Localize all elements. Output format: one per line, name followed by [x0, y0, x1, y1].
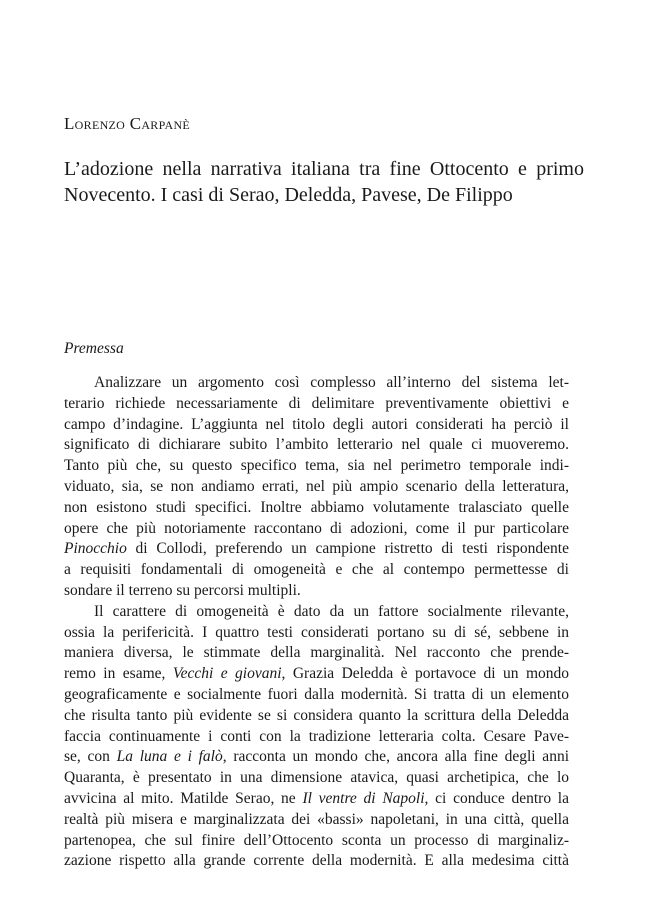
- text-line: realtà più misera e marginalizzata dei «bassi» napoletani, in una città, quella: [64, 810, 569, 828]
- text-line: a requisiti fondamentali di omogeneità e che al contempo permettesse di: [64, 561, 569, 579]
- text-segment: avvicina al mito. Matilde Serao, ne: [64, 789, 303, 807]
- chapter-title: [64, 156, 584, 208]
- text-line: geograficamente e socialmente fuori dalla modernità. Si tratta di un elemento: [64, 685, 569, 703]
- text-line: che risulta tanto più evidente se si considera quanto la scrittura della Deledda: [64, 706, 569, 724]
- text-line: Analizzare un argomento così complesso all’interno del sistema let-: [94, 374, 569, 391]
- work-title-pinocchio: Pinocchio: [64, 540, 127, 558]
- text-segment: ci conduce dentro la: [428, 789, 569, 807]
- body-text: [64, 373, 569, 872]
- work-title-il-ventre-di-napoli: Il ventre di Napoli,: [302, 789, 429, 807]
- text-line: Quaranta, è presentato in una dimensione atavica, quasi archetipica, che lo: [64, 769, 569, 787]
- text-line: partenopea, che sul finire dell’Ottocento sconta un processo di marginaliz-: [64, 831, 569, 849]
- text-line: maniera diversa, le stimmate della marginalità. Nel racconto che prende-: [64, 644, 569, 662]
- text-line: Tanto più che, su questo specifico tema, sia nel perimetro temporale indi-: [64, 457, 569, 475]
- text-line: non esistono studi specifici. Inoltre abbiamo volutamente tralasciato quelle: [64, 498, 569, 516]
- author-name: Lorenzo Carpanè: [64, 114, 191, 133]
- text-line: [64, 664, 569, 685]
- text-segment: remo in esame,: [64, 665, 173, 683]
- text-segment: , racconta un mondo che, ancora alla fine degli anni: [222, 748, 569, 766]
- text-line: [64, 789, 569, 810]
- text-line: ossia la perifericità. I quattro testi considerati portano su di sé, sebbene in: [64, 623, 569, 641]
- text-segment: di Collodi, preferendo un campione ristretto di testi rispondente: [126, 540, 569, 558]
- text-line: campo d’indagine. L’aggiunta nel titolo degli autori considerati ha perciò il: [64, 415, 569, 433]
- text-line: [64, 539, 569, 560]
- text-line: Il carattere di omogeneità è dato da un fattore socialmente rilevante,: [94, 602, 569, 620]
- text-line: [64, 747, 569, 768]
- text-line: zazione rispetto alla grande corrente della modernità. E alla medesima città: [64, 852, 569, 870]
- text-line: opere che più notoriamente raccontano di adozioni, come il pur particolare: [64, 519, 569, 537]
- section-heading: Premessa: [64, 340, 124, 357]
- text-line: significato di dichiarare subito l’ambito letterario nel quale ci muoveremo.: [64, 436, 569, 454]
- text-line: faccia continuamente i conti con la tradizione letteraria colta. Cesare Pave-: [64, 727, 569, 745]
- text-line: sondare il terreno su percorsi multipli.: [64, 581, 301, 599]
- text-line: viduato, sia, se non andiamo errati, nel più ampio scenario della letteratura,: [64, 477, 569, 495]
- work-title-la-luna-e-i-falo: La luna e i falò: [116, 748, 223, 766]
- text-line: terario richiede necessariamente di delimitare preventivamente obiettivi e: [64, 394, 569, 412]
- title-line: L’adozione nella narrativa italiana tra fine Ottocento e primo: [64, 158, 584, 180]
- work-title-vecchi-e-giovani: Vecchi e giovani: [172, 665, 282, 683]
- text-segment: , Grazia Deledda è portavoce di un mondo: [281, 665, 569, 683]
- title-line: Novecento. I casi di Serao, Deledda, Pavese, De Filippo: [64, 184, 513, 206]
- text-segment: se, con: [64, 748, 117, 766]
